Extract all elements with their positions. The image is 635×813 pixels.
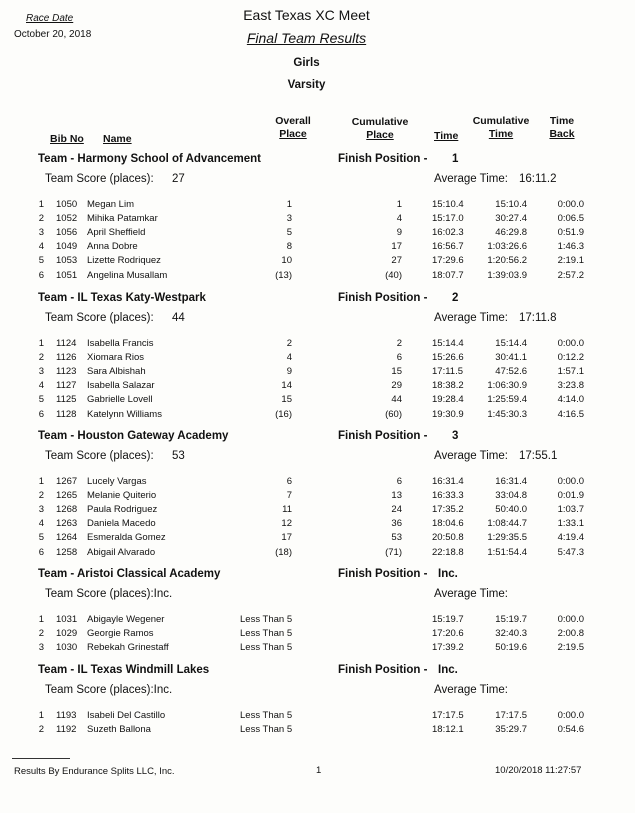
runner-position: 3: [38, 642, 44, 654]
runner-name: Daniela Macedo: [87, 518, 156, 530]
runner-time-back: 1:46.3: [557, 241, 584, 253]
runner-cumulative-time: 15:10.4: [495, 199, 527, 210]
runner-name: Mihika Patamkar: [87, 213, 158, 225]
runner-overall-place: 3: [286, 213, 292, 225]
runner-time: 16:56.7: [432, 241, 464, 253]
runner-position: 4: [38, 518, 44, 530]
runner-row: [0, 393, 635, 407]
runner-cumulative-place: 6: [396, 476, 402, 487]
runner-name: Megan Lim: [87, 199, 134, 210]
runner-row: [0, 379, 635, 393]
runner-name: Abigail Alvarado: [87, 546, 156, 558]
runner-bib: 1267: [56, 476, 78, 487]
finish-position-label: Finish Position -: [338, 153, 428, 165]
finish-position-label: Finish Position -: [338, 292, 428, 304]
runner-cumulative-place: 29: [391, 380, 402, 392]
team-name: Team - IL Texas Katy-Westpark: [38, 292, 206, 304]
runner-time-back: 3:23.8: [557, 380, 584, 392]
runner-name: April Sheffield: [87, 227, 146, 239]
runner-cumulative-time: 1:08:44.7: [487, 518, 527, 530]
runner-cumulative-time: 33:04.8: [495, 490, 527, 502]
runner-bib: 1125: [56, 394, 77, 406]
runner-position: 2: [38, 628, 44, 640]
runner-overall-place: Less Than 5: [240, 642, 293, 654]
runner-time-back: 1:57.1: [557, 366, 584, 378]
runner-time: 17:39.2: [432, 642, 464, 654]
runner-cumulative-time: 17:17.5: [495, 710, 527, 721]
runner-name: Angelina Musallam: [87, 269, 168, 281]
runner-position: 1: [38, 614, 44, 625]
runner-cumulative-time: 35:29.7: [495, 724, 527, 736]
runner-cumulative-place: (60): [385, 408, 402, 420]
runner-position: 1: [38, 338, 44, 349]
runner-name: Gabrielle Lovell: [87, 394, 153, 406]
runner-time-back: 2:19.1: [557, 255, 584, 267]
runner-bib: 1031: [56, 614, 78, 625]
runner-position: 5: [38, 532, 44, 544]
runner-bib: 1052: [56, 213, 78, 225]
runner-bib: 1050: [56, 199, 78, 210]
runner-row: [0, 627, 635, 641]
runner-time-back: 1:03.7: [557, 504, 584, 516]
runner-row: [0, 531, 635, 545]
col-bib-no: Bib No: [50, 133, 84, 145]
team-name: Team - Houston Gateway Academy: [38, 430, 229, 442]
runner-position: 3: [38, 227, 44, 239]
runner-position: 3: [38, 504, 44, 516]
runner-time-back: 2:00.8: [557, 628, 584, 640]
runner-row: [0, 503, 635, 517]
runner-cumulative-time: 16:31.4: [495, 476, 527, 487]
finish-position-value: 1: [452, 153, 459, 165]
average-time-label: Average Time:: [434, 684, 508, 696]
runner-overall-place: 17: [281, 532, 292, 544]
team-score-label: Team Score (places):: [45, 173, 154, 185]
runner-position: 5: [38, 255, 44, 267]
runner-time: 15:14.4: [432, 338, 464, 349]
runner-position: 6: [38, 269, 44, 281]
footer-rule: [12, 758, 70, 759]
footer-credit: Results By Endurance Splits LLC, Inc.: [14, 766, 175, 777]
runner-cumulative-time: 1:39:03.9: [487, 269, 527, 281]
runner-position: 1: [38, 476, 44, 487]
runner-row: [0, 408, 635, 422]
runner-time-back: 0:06.5: [557, 213, 584, 225]
runner-time: 19:28.4: [432, 394, 464, 406]
team-score-value: 44: [172, 312, 185, 324]
runner-cumulative-place: 6: [396, 352, 402, 364]
runner-bib: 1258: [56, 546, 78, 558]
runner-time: 20:50.8: [432, 532, 464, 544]
team-name: Team - Harmony School of Advancement: [38, 153, 262, 165]
runner-time-back: 0:54.6: [557, 724, 584, 736]
runner-cumulative-time: 1:45:30.3: [487, 408, 527, 420]
col-cumulative-place: Cumulative Place: [351, 116, 409, 141]
runner-time: 15:26.6: [432, 352, 464, 364]
division-heading: Varsity: [287, 79, 326, 91]
team-score-value: 27: [172, 173, 185, 185]
runner-cumulative-time: 47:52.6: [495, 366, 527, 378]
runner-time-back: 0:00.0: [557, 199, 584, 210]
runner-cumulative-time: 1:06:30.9: [487, 380, 527, 392]
runner-time-back: 0:01.9: [557, 490, 584, 502]
runner-bib: 1053: [56, 255, 78, 267]
runner-position: 1: [38, 199, 44, 210]
runner-overall-place: 4: [286, 352, 292, 364]
runner-row: [0, 517, 635, 531]
runner-name: Abigayle Wegener: [87, 614, 165, 625]
runner-time: 17:20.6: [432, 628, 464, 640]
team-score-label: Team Score (places):: [45, 312, 154, 324]
runner-position: 1: [38, 710, 44, 721]
runner-name: Esmeralda Gomez: [87, 532, 166, 544]
runner-cumulative-place: (71): [385, 546, 402, 558]
runner-overall-place: Less Than 5: [240, 614, 293, 625]
runner-time-back: 0:00.0: [557, 338, 584, 349]
runner-time: 18:38.2: [432, 380, 464, 392]
team-name: Team - IL Texas Windmill Lakes: [38, 664, 210, 676]
runner-cumulative-time: 30:41.1: [495, 352, 527, 364]
finish-position-label: Finish Position -: [338, 664, 428, 676]
runner-cumulative-place: 17: [391, 241, 402, 253]
runner-position: 4: [38, 380, 44, 392]
runner-name: Georgie Ramos: [87, 628, 154, 640]
meet-title: East Texas XC Meet: [243, 7, 370, 23]
runner-overall-place: 2: [286, 338, 292, 349]
runner-name: Isabeli Del Castillo: [87, 710, 166, 721]
runner-time-back: 2:57.2: [557, 269, 584, 281]
runner-row: [0, 613, 635, 627]
col-time: Time: [434, 130, 459, 142]
team-name: Team - Aristoi Classical Academy: [38, 568, 221, 580]
runner-bib: 1263: [56, 518, 78, 530]
runner-cumulative-place: 44: [391, 394, 402, 406]
finish-position-value: Inc.: [438, 568, 458, 580]
runner-overall-place: 10: [281, 255, 292, 267]
runner-cumulative-time: 1:51:54.4: [487, 546, 527, 558]
runner-row: [0, 337, 635, 351]
finish-position-value: Inc.: [438, 664, 458, 676]
runner-bib: 1126: [56, 352, 77, 364]
runner-row: [0, 365, 635, 379]
runner-position: 5: [38, 394, 44, 406]
runner-cumulative-place: 53: [391, 532, 402, 544]
runner-overall-place: (16): [275, 408, 292, 420]
race-date: October 20, 2018: [14, 29, 92, 40]
runner-overall-place: Less Than 5: [240, 724, 293, 736]
average-time-label: Average Time:: [434, 450, 508, 462]
runner-overall-place: 14: [281, 380, 292, 392]
runner-overall-place: 6: [286, 476, 292, 487]
col-name: Name: [103, 133, 132, 145]
runner-cumulative-time: 46:29.8: [495, 227, 527, 239]
runner-cumulative-time: 15:19.7: [495, 614, 527, 625]
runner-row: [0, 351, 635, 365]
finish-position-label: Finish Position -: [338, 430, 428, 442]
runner-name: Lizette Rodriquez: [87, 255, 161, 267]
col-cumulative-time: Cumulative Time: [472, 115, 530, 140]
runner-time-back: 0:12.2: [557, 352, 584, 364]
team-score-label: Team Score (places):: [45, 450, 154, 462]
runner-time: 18:07.7: [432, 269, 464, 281]
team-score-value: 53: [172, 450, 185, 462]
runner-row: [0, 709, 635, 723]
runner-cumulative-place: 1: [396, 199, 402, 210]
runner-cumulative-time: 1:20:56.2: [487, 255, 527, 267]
runner-time: 18:04.6: [432, 518, 464, 530]
runner-bib: 1268: [56, 504, 78, 516]
runner-time-back: 5:47.3: [557, 546, 584, 558]
runner-cumulative-place: 9: [396, 227, 402, 239]
runner-cumulative-place: 36: [391, 518, 402, 530]
runner-overall-place: 8: [286, 241, 292, 253]
runner-bib: 1123: [56, 366, 77, 378]
gender-heading: Girls: [293, 57, 320, 69]
runner-row: [0, 226, 635, 240]
runner-overall-place: 1: [286, 199, 292, 210]
runner-time: 18:12.1: [432, 724, 464, 736]
runner-row: [0, 269, 635, 283]
runner-time-back: 4:19.4: [557, 532, 584, 544]
runner-overall-place: (13): [275, 269, 292, 281]
runner-name: Sara Albishah: [87, 366, 146, 378]
runner-name: Rebekah Grinestaff: [87, 642, 169, 654]
runner-time: 15:17.0: [432, 213, 464, 225]
runner-bib: 1192: [56, 724, 77, 736]
runner-time-back: 0:00.0: [557, 710, 584, 721]
runner-row: [0, 212, 635, 226]
race-date-label: Race Date: [26, 13, 74, 24]
finish-position-value: 2: [452, 292, 459, 304]
runner-overall-place: 7: [286, 490, 292, 502]
runner-cumulative-place: 15: [391, 366, 402, 378]
runner-time-back: 0:51.9: [557, 227, 584, 239]
average-time-label: Average Time:: [434, 312, 508, 324]
col-time-back: Time Back: [549, 115, 575, 140]
runner-overall-place: Less Than 5: [240, 628, 293, 640]
runner-name: Katelynn Williams: [87, 408, 162, 420]
runner-bib: 1124: [56, 338, 77, 349]
runner-overall-place: 12: [281, 518, 292, 530]
runner-time: 17:35.2: [432, 504, 464, 516]
runner-cumulative-time: 1:29:35.5: [487, 532, 527, 544]
page-number: 1: [316, 765, 322, 776]
runner-overall-place: (18): [275, 546, 292, 558]
runner-bib: 1193: [56, 710, 77, 721]
print-timestamp: 10/20/2018 11:27:57: [495, 765, 582, 776]
runner-time-back: 0:00.0: [557, 476, 584, 487]
runner-time: 17:17.5: [432, 710, 464, 721]
runner-time: 17:11.5: [432, 366, 463, 378]
runner-position: 3: [38, 366, 44, 378]
runner-name: Isabella Salazar: [87, 380, 155, 392]
runner-name: Lucely Vargas: [87, 476, 147, 487]
runner-row: [0, 489, 635, 503]
runner-time: 16:02.3: [432, 227, 464, 239]
average-time-value: 17:11.8: [519, 312, 557, 324]
runner-position: 2: [38, 213, 44, 225]
runner-row: [0, 240, 635, 254]
runner-cumulative-place: 4: [396, 213, 402, 225]
runner-time: 15:19.7: [432, 614, 464, 625]
runner-position: 2: [38, 352, 44, 364]
runner-row: [0, 198, 635, 212]
runner-overall-place: 5: [286, 227, 292, 239]
runner-name: Melanie Quiterio: [87, 490, 157, 502]
runner-time: 17:29.6: [432, 255, 464, 267]
runner-bib: 1030: [56, 642, 78, 654]
runner-cumulative-time: 1:03:26.6: [487, 241, 527, 253]
runner-name: Isabella Francis: [87, 338, 154, 349]
runner-name: Xiomara Rios: [87, 352, 145, 364]
runner-cumulative-place: 24: [391, 504, 402, 516]
average-time-value: 17:55.1: [519, 450, 558, 462]
runner-position: 2: [38, 490, 44, 502]
runner-time: 15:10.4: [432, 199, 464, 210]
runner-time: 19:30.9: [432, 408, 464, 420]
runner-bib: 1264: [56, 532, 78, 544]
runner-bib: 1127: [56, 380, 77, 392]
runner-row: [0, 475, 635, 489]
report-title: Final Team Results: [246, 30, 367, 46]
average-time-label: Average Time:: [434, 588, 508, 600]
runner-bib: 1056: [56, 227, 78, 239]
runner-position: 2: [38, 724, 44, 736]
runner-bib: 1049: [56, 241, 78, 253]
runner-row: [0, 641, 635, 655]
runner-cumulative-place: (40): [385, 269, 402, 281]
runner-cumulative-time: 32:40.3: [495, 628, 527, 640]
runner-bib: 1029: [56, 628, 78, 640]
runner-time: 22:18.8: [432, 546, 464, 558]
runner-row: [0, 254, 635, 268]
team-score-label: Team Score (places):Inc.: [45, 588, 173, 600]
runner-cumulative-time: 50:40.0: [495, 504, 527, 516]
runner-overall-place: Less Than 5: [240, 710, 293, 721]
runner-overall-place: 9: [286, 366, 292, 378]
runner-time: 16:31.4: [432, 476, 464, 487]
runner-bib: 1128: [56, 408, 77, 420]
runner-name: Suzeth Ballona: [87, 724, 151, 736]
runner-name: Paula Rodriguez: [87, 504, 158, 516]
team-score-label: Team Score (places):Inc.: [45, 684, 173, 696]
col-overall-place: Overall Place: [275, 115, 311, 140]
runner-overall-place: 11: [282, 504, 292, 516]
average-time-label: Average Time:: [434, 173, 508, 185]
finish-position-value: 3: [452, 430, 459, 442]
runner-time: 16:33.3: [432, 490, 464, 502]
runner-row: [0, 723, 635, 737]
runner-time-back: 2:19.5: [557, 642, 584, 654]
runner-cumulative-place: 2: [396, 338, 402, 349]
runner-time-back: 0:00.0: [557, 614, 584, 625]
runner-name: Anna Dobre: [87, 241, 138, 253]
runner-cumulative-place: 27: [391, 255, 402, 267]
runner-position: 4: [38, 241, 44, 253]
runner-time-back: 4:16.5: [557, 408, 584, 420]
runner-cumulative-time: 30:27.4: [495, 213, 527, 225]
runner-cumulative-time: 15:14.4: [495, 338, 527, 349]
runner-bib: 1265: [56, 490, 78, 502]
runner-cumulative-time: 1:25:59.4: [487, 394, 527, 406]
runner-cumulative-place: 13: [391, 490, 402, 502]
runner-cumulative-time: 50:19.6: [495, 642, 527, 654]
average-time-value: 16:11.2: [519, 173, 557, 185]
runner-time-back: 1:33.1: [557, 518, 584, 530]
runner-bib: 1051: [56, 269, 78, 281]
runner-position: 6: [38, 408, 44, 420]
runner-row: [0, 546, 635, 560]
finish-position-label: Finish Position -: [338, 568, 428, 580]
runner-overall-place: 15: [281, 394, 292, 406]
runner-time-back: 4:14.0: [557, 394, 584, 406]
runner-position: 6: [38, 546, 44, 558]
